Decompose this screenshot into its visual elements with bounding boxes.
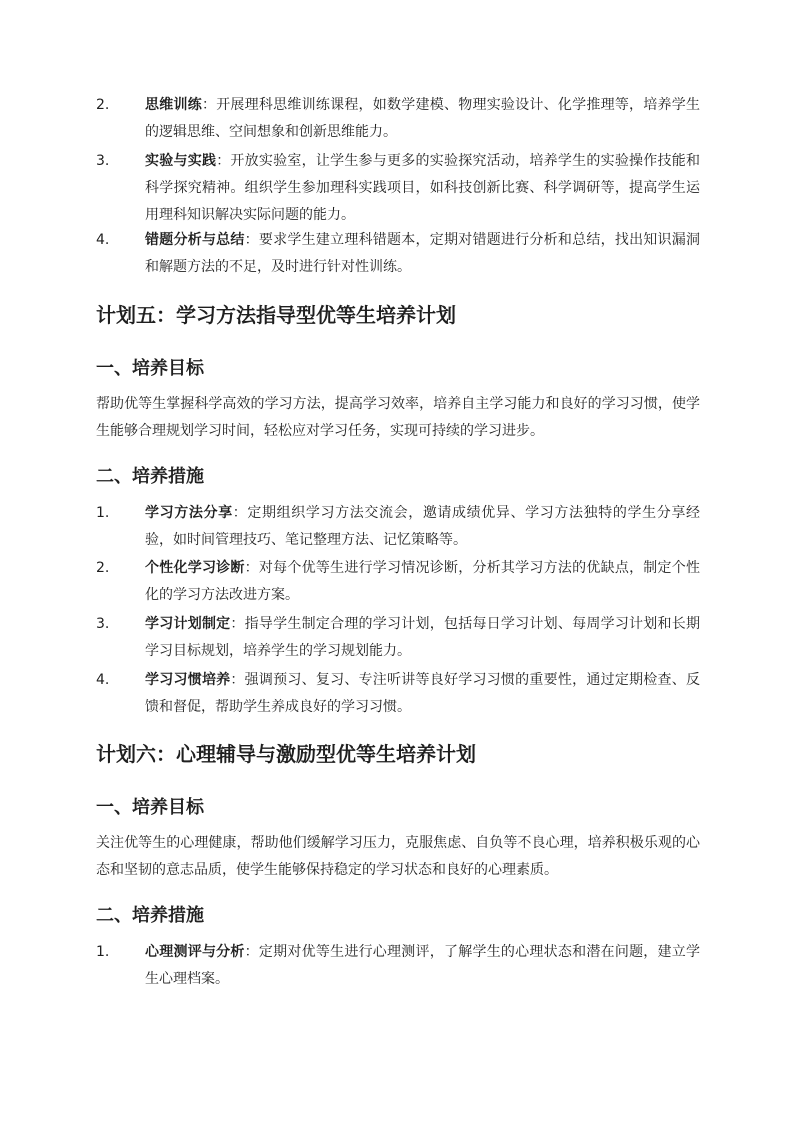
list-text: ：定期对优等生进行心理测评，了解学生的心理状态和潜在问题，建立学生心理档案。 (145, 944, 701, 987)
plan5-goal-heading: 一、培养目标 (96, 358, 204, 379)
list-item (96, 500, 700, 554)
list-number: 1. (96, 944, 110, 960)
list-number: 3. (96, 153, 110, 169)
list-item (96, 555, 700, 609)
list-text: ：开展理科思维训练课程，如数学建模、物理实验设计、化学推理等，培养学生的逻辑思维、空间想象和创新思维能力。 (145, 97, 701, 140)
list-text: ：对每个优等生进行学习情况诊断，分析其学习方法的优缺点，制定个性化的学习方法改进方案。 (145, 560, 701, 603)
list-term: 学习方法分享 (145, 505, 233, 521)
list-item (96, 148, 700, 229)
list-text: ：要求学生建立理科错题本，定期对错题进行分析和总结，找出知识漏洞和解题方法的不足，及时进行针对性训练。 (145, 232, 701, 275)
list-term: 思维训练 (145, 97, 202, 113)
list-number: 3. (96, 616, 110, 632)
list-term: 个性化学习诊断 (145, 560, 245, 576)
plan6-measures-heading: 二、培养措施 (96, 905, 204, 926)
plan6-goal-text: 关注优等生的心理健康，帮助他们缓解学习压力，克服焦虑、自负等不良心理，培养积极乐观的心态和坚韧的意志品质，使学生能够保持稳定的学习状态和良好的心理素质。 (96, 835, 700, 878)
plan5-goal-text: 帮助优等生掌握科学高效的学习方法，提高学习效率，培养自主学习能力和良好的学习习惯，使学生能够合理规划学习时间，轻松应对学习任务，实现可持续的学习进步。 (96, 396, 700, 439)
list-term: 学习计划制定 (145, 616, 231, 632)
list-term: 实验与实践 (145, 153, 217, 169)
plan5-title: 计划五：学习方法指导型优等生培养计划 (96, 303, 456, 327)
plan6-goal-heading: 一、培养目标 (96, 797, 204, 818)
list-item (96, 227, 700, 281)
list-term: 错题分析与总结 (145, 232, 245, 248)
list-number: 4. (96, 672, 110, 688)
list-number: 2. (96, 97, 110, 113)
list-number: 2. (96, 560, 110, 576)
list-text: ：开放实验室，让学生参与更多的实验探究活动，培养学生的实验操作技能和科学探究精神。组织学生参加理科实践项目，如科技创新比赛、科学调研等，提高学生运用理科知识解决实际问题的能力。 (145, 153, 701, 223)
plan6-title: 计划六：心理辅导与激励型优等生培养计划 (96, 742, 476, 766)
list-text: ：指导学生制定合理的学习计划，包括每日学习计划、每周学习计划和长期学习目标规划，培养学生的学习规划能力。 (145, 616, 700, 659)
list-item (96, 611, 700, 665)
list-term: 学习习惯培养 (145, 672, 231, 688)
list-number: 1. (96, 505, 110, 521)
list-text: ：定期组织学习方法交流会，邀请成绩优异、学习方法独特的学生分享经验，如时间管理技巧、笔记整理方法、记忆策略等。 (145, 505, 701, 548)
list-item (96, 667, 700, 721)
list-text: ：强调预习、复习、专注听讲等良好学习习惯的重要性，通过定期检查、反馈和督促，帮助学生养成良好的学习习惯。 (145, 672, 700, 715)
list-item (96, 939, 700, 993)
list-number: 4. (96, 232, 110, 248)
list-item (96, 92, 700, 146)
plan5-measures-heading: 二、培养措施 (96, 466, 204, 487)
list-term: 心理测评与分析 (145, 944, 245, 960)
